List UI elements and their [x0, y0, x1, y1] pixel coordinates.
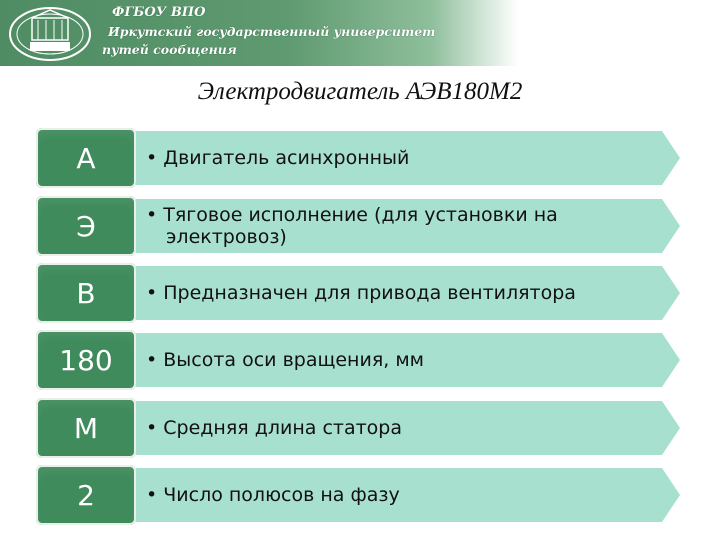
slide-title: Электродвигатель АЭВ180М2: [197, 78, 523, 105]
designation-row: [0, 196, 720, 256]
description-text: • Тяговое исполнение (для установки на электровоз): [146, 204, 558, 248]
header-university-name: Иркутский государственный университет: [108, 24, 436, 39]
university-emblem-icon: [6, 4, 94, 64]
description-arrow: [136, 465, 682, 525]
header-org-type: ФГБОУ ВПО: [112, 5, 206, 20]
designation-code: Э: [36, 196, 136, 256]
designation-row: [0, 330, 720, 390]
designation-code: А: [36, 128, 136, 188]
header-banner: [0, 0, 720, 66]
designation-row: [0, 465, 720, 525]
description-text: • Число полюсов на фазу: [146, 484, 400, 506]
description-text: • Средняя длина статора: [146, 417, 403, 439]
description-arrow: [136, 330, 682, 390]
description-text: • Предназначен для привода вентилятора: [146, 282, 576, 304]
designation-row: [0, 263, 720, 323]
designation-code: М: [36, 398, 136, 458]
designation-code: 180: [36, 330, 136, 390]
description-arrow: [136, 398, 682, 458]
description-arrow: [136, 196, 682, 256]
description-arrow: [136, 128, 682, 188]
description-text: • Высота оси вращения, мм: [146, 349, 424, 371]
description-text: • Двигатель асинхронный: [146, 147, 410, 169]
designation-row: [0, 398, 720, 458]
designation-code: В: [36, 263, 136, 323]
designation-row: [0, 128, 720, 188]
designation-code: 2: [36, 465, 136, 525]
description-arrow: [136, 263, 682, 323]
header-university-name-cont: путей сообщения: [102, 42, 237, 57]
